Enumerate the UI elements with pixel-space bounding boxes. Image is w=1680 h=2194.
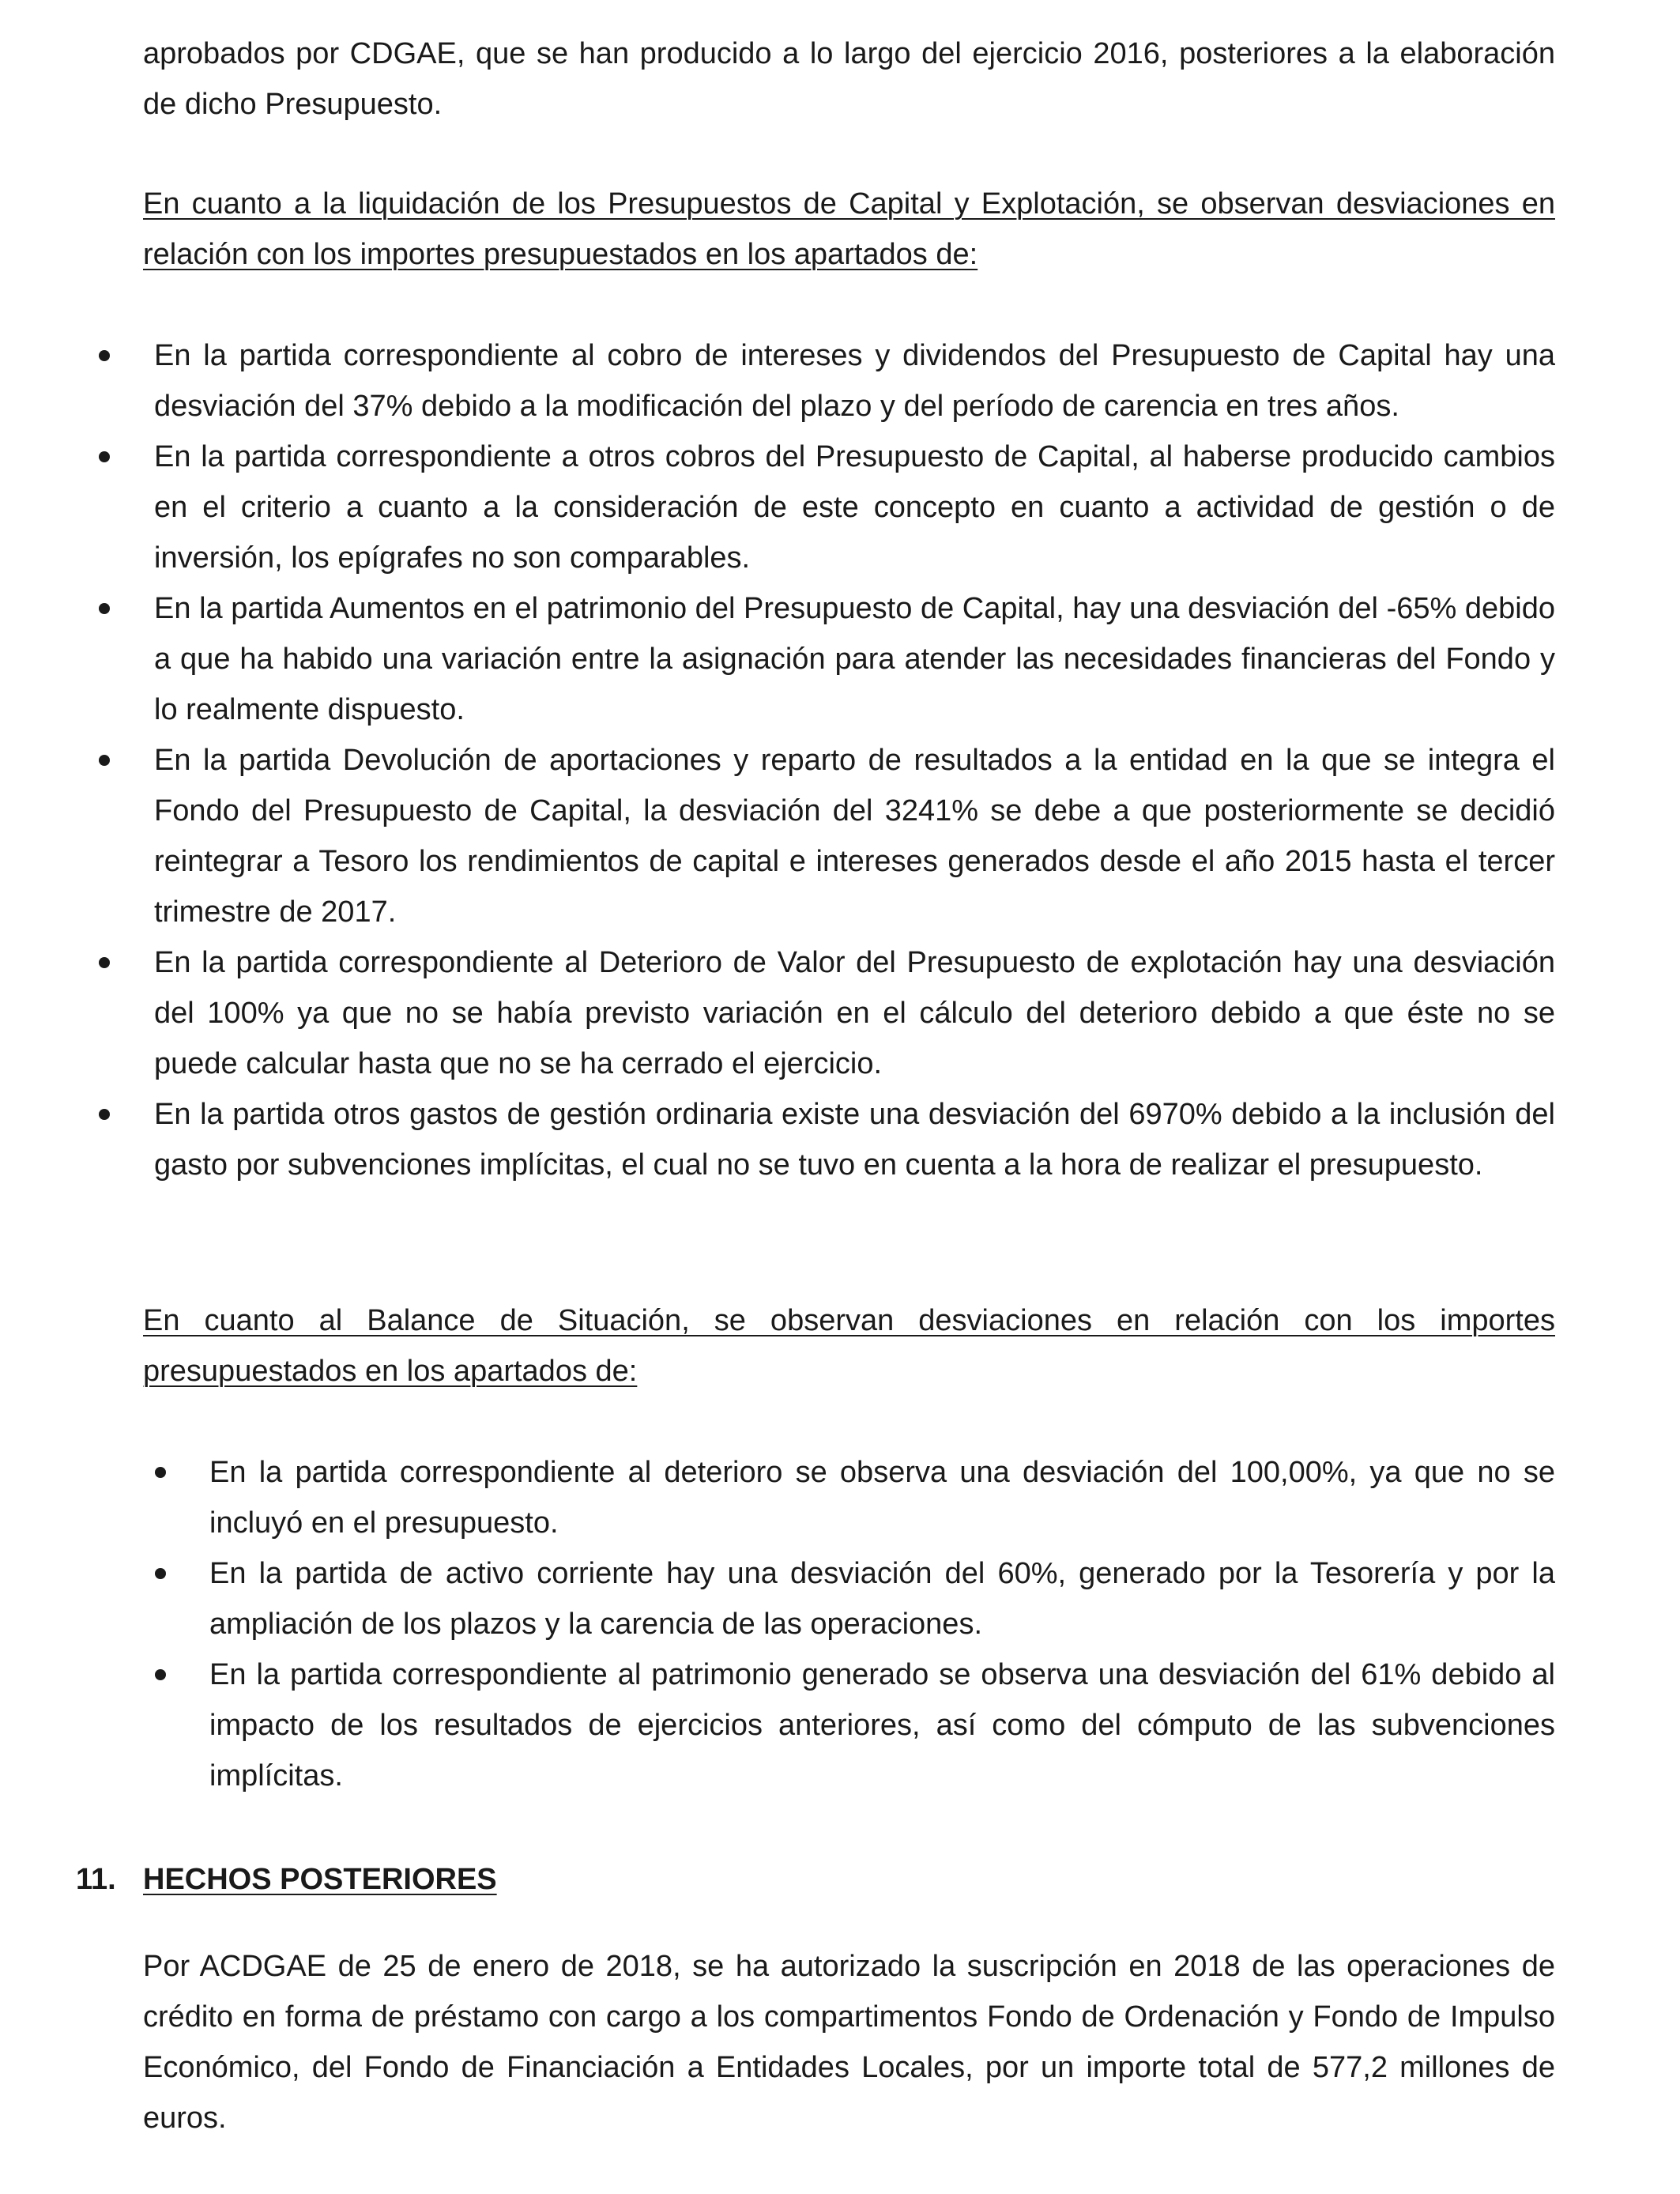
intro-paragraph: aprobados por CDGAE, que se han producido a lo largo del ejercicio 2016, posteriores a la elaboración de dicho Presupuesto. bbox=[143, 37, 1555, 121]
list-item-text: En la partida otros gastos de gestión ordinaria existe una desviación del 6970% debido a la inclusión del gasto por subvenciones implícitas, el cual no se tuvo en cuenta a la hora de realizar el presupuesto. bbox=[154, 1098, 1555, 1182]
bullet-icon bbox=[99, 1109, 110, 1120]
hechos-posteriores-paragraph: Por ACDGAE de 25 de enero de 2018, se ha autorizado la suscripción en 2018 de las operaciones de crédito en forma de préstamo con cargo a los compartimentos Fondo de Ordenación y Fondo de Impulso Económico, del Fondo de Financiación a Entidades Locales, por un importe total de 577,2 millones de euros. bbox=[143, 1950, 1555, 2135]
list-item bbox=[154, 735, 1555, 937]
bullet-icon bbox=[155, 1669, 166, 1680]
balance-situacion-list bbox=[209, 1447, 1555, 1801]
list-item bbox=[209, 1548, 1555, 1649]
list-item-text: En la partida correspondiente al deterioro se observa una desviación del 100,00%, ya que no se incluyó en el presupuesto. bbox=[209, 1456, 1555, 1540]
bullet-icon bbox=[99, 350, 110, 361]
bullet-icon bbox=[99, 451, 110, 462]
list-item bbox=[209, 1649, 1555, 1801]
section-title: HECHOS POSTERIORES bbox=[143, 1863, 497, 1896]
capital-explotacion-heading: En cuanto a la liquidación de los Presupuestos de Capital y Explotación, se observan desviaciones en relación con los importes presupuestados en los apartados de: bbox=[143, 187, 1555, 271]
list-item-text: En la partida Aumentos en el patrimonio del Presupuesto de Capital, hay una desviación del -65% debido a que ha habido una variación entre la asignación para atender las necesidades financieras del Fondo y lo realmente dispuesto. bbox=[154, 592, 1555, 726]
list-item-text: En la partida correspondiente al Deterioro de Valor del Presupuesto de explotación hay una desviación del 100% ya que no se había previsto variación en el cálculo del deterioro debido a que éste no se puede calcular hasta que no se ha cerrado el ejercicio. bbox=[154, 946, 1555, 1080]
list-item bbox=[154, 432, 1555, 583]
bullet-icon bbox=[155, 1568, 166, 1579]
list-item-text: En la partida correspondiente al cobro de intereses y dividendos del Presupuesto de Capital hay una desviación del 37% debido a la modificación del plazo y del período de carencia en tres años. bbox=[154, 339, 1555, 423]
bullet-icon bbox=[99, 957, 110, 968]
bullet-icon bbox=[99, 755, 110, 766]
bullet-icon bbox=[99, 603, 110, 614]
list-item bbox=[154, 1089, 1555, 1190]
list-item-text: En la partida correspondiente al patrimonio generado se observa una desviación del 61% debido al impacto de los resultados de ejercicios anteriores, así como del cómputo de las subvenciones implícitas. bbox=[209, 1658, 1555, 1793]
list-item bbox=[154, 330, 1555, 432]
list-item bbox=[209, 1447, 1555, 1548]
list-item bbox=[154, 583, 1555, 735]
list-item-text: En la partida Devolución de aportaciones y reparto de resultados a la entidad en la que se integra el Fondo del Presupuesto de Capital, la desviación del 3241% se debe a que posteriormente se decidió reintegrar a Tesoro los rendimientos de capital e intereses generados desde el año 2015 hasta el tercer trimestre de 2017. bbox=[154, 744, 1555, 929]
list-item-text: En la partida de activo corriente hay una desviación del 60%, generado por la Tesorería y por la ampliación de los plazos y la carencia de las operaciones. bbox=[209, 1557, 1555, 1641]
section-number: 11. bbox=[76, 1863, 116, 1896]
bullet-icon bbox=[155, 1467, 166, 1478]
capital-explotacion-list bbox=[154, 330, 1555, 1190]
list-item-text: En la partida correspondiente a otros cobros del Presupuesto de Capital, al haberse producido cambios en el criterio a cuanto a la consideración de este concepto en cuanto a actividad de gestión o de inversión, los epígrafes no son comparables. bbox=[154, 440, 1555, 575]
balance-situacion-heading: En cuanto al Balance de Situación, se observan desviaciones en relación con los importes presupuestados en los apartados de: bbox=[143, 1304, 1555, 1388]
list-item bbox=[154, 937, 1555, 1089]
